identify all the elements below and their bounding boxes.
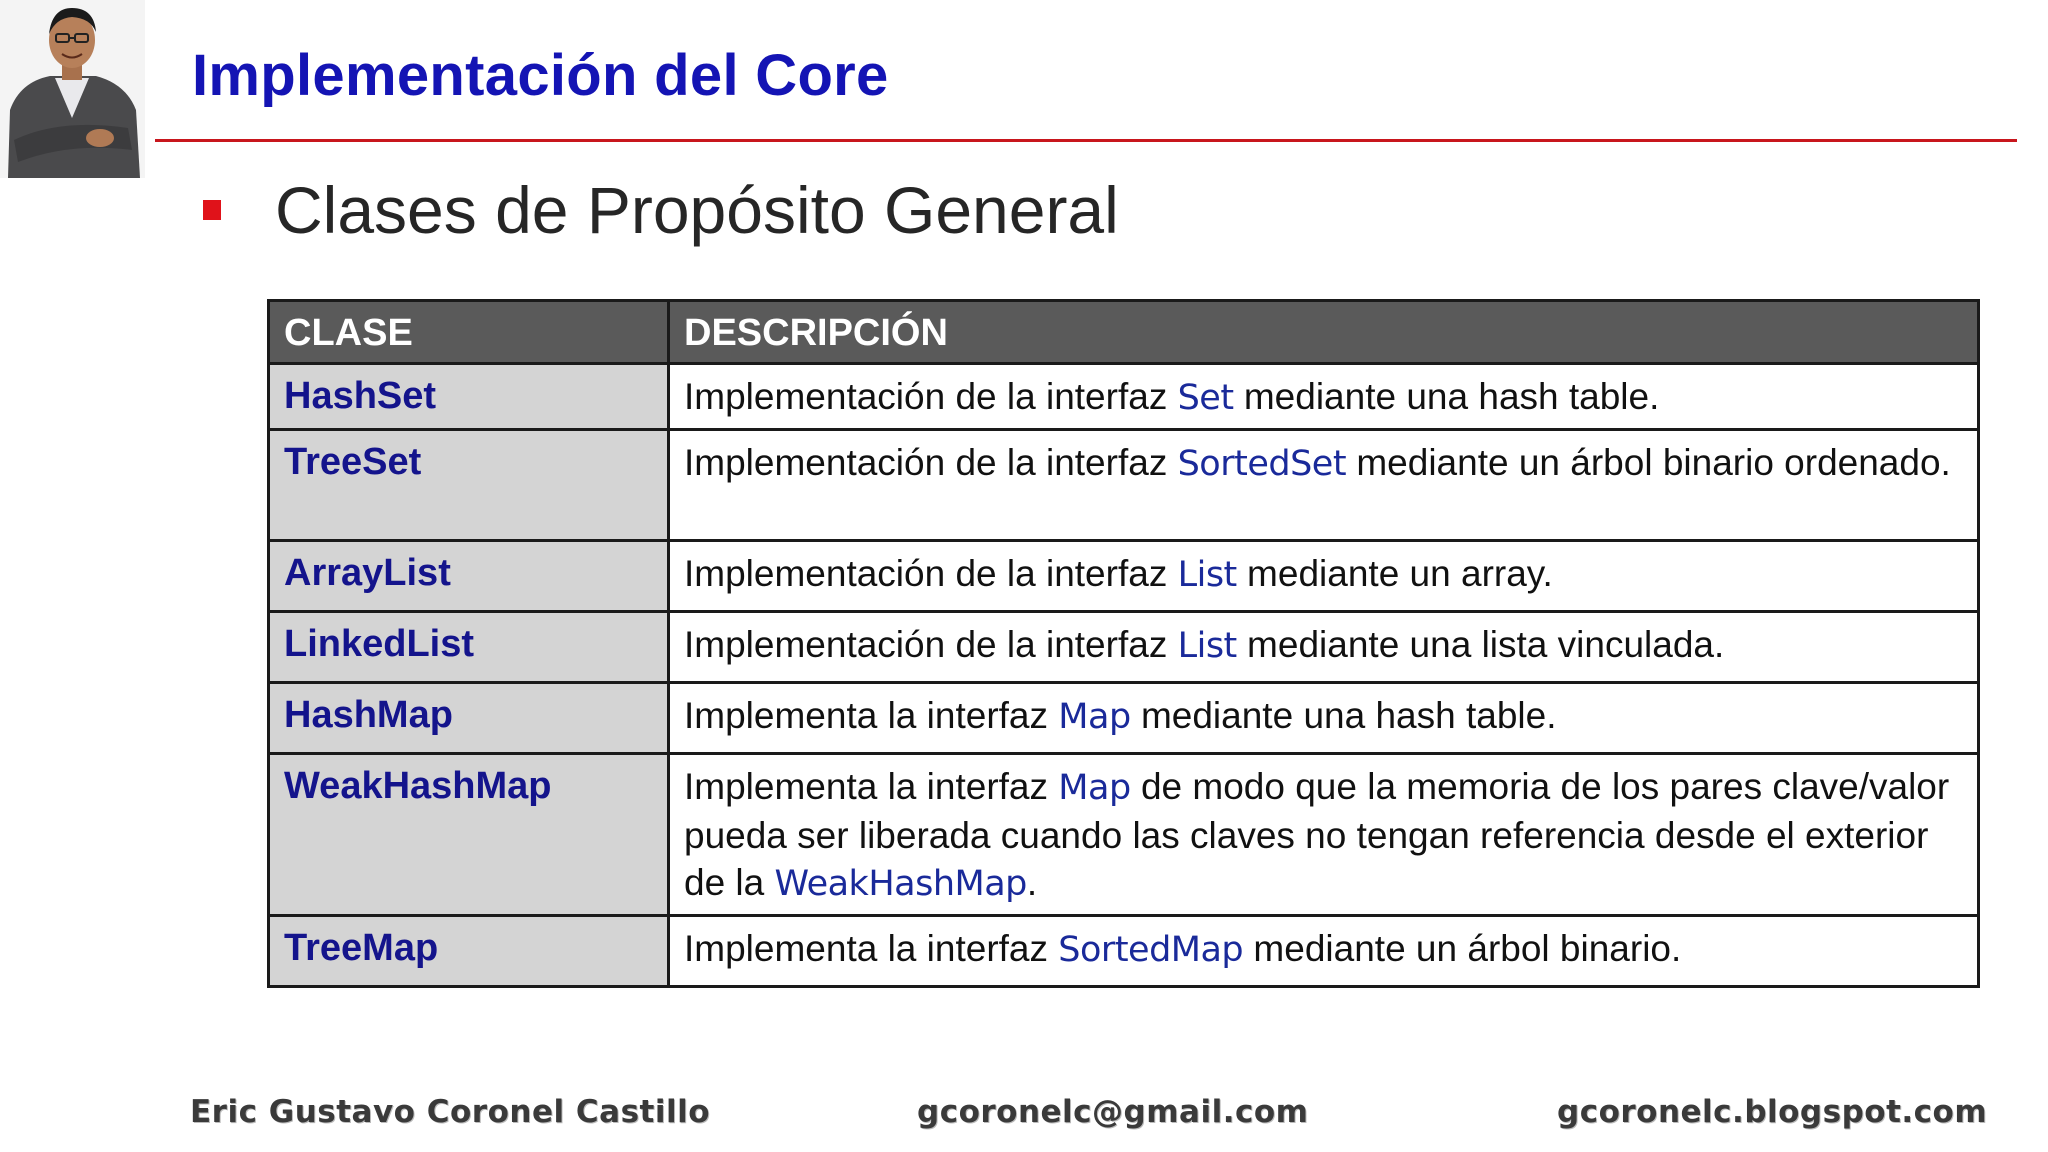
description-text: mediante una hash table.: [1233, 376, 1660, 417]
description-text: Implementación de la interfaz: [684, 624, 1178, 665]
interface-name: SortedMap: [1058, 930, 1244, 970]
table-header-row: [269, 301, 1979, 364]
description-text: mediante un árbol binario.: [1243, 928, 1682, 969]
interface-name: Map: [1058, 697, 1131, 737]
table-row: [269, 364, 1979, 430]
description-text: Implementación de la interfaz: [684, 442, 1178, 483]
description-text: mediante una hash table.: [1130, 695, 1557, 736]
interface-name: WeakHashMap: [774, 864, 1027, 904]
header-clase: CLASE: [269, 301, 669, 364]
interface-name: List: [1177, 626, 1237, 666]
description-cell: [669, 916, 1979, 987]
slide-title: Implementación del Core: [192, 43, 889, 108]
footer: [0, 1094, 2048, 1134]
description-cell: [669, 541, 1979, 612]
table-row: [269, 612, 1979, 683]
title-divider: [155, 139, 2017, 142]
interface-name: SortedSet: [1177, 444, 1347, 484]
description-text: .: [1026, 862, 1038, 903]
class-name-cell: HashMap: [269, 683, 669, 754]
description-text: Implementa la interfaz: [684, 928, 1059, 969]
description-text: de modo que la memoria de los pares clave/valor pueda ser liberada cuando las claves no tengan referencia desde el exterior de la: [684, 766, 1950, 903]
class-name-cell: ArrayList: [269, 541, 669, 612]
description-text: mediante un array.: [1236, 553, 1553, 594]
description-text: mediante un árbol binario ordenado.: [1346, 442, 1951, 483]
table-row: [269, 916, 1979, 987]
header-descripcion: DESCRIPCIÓN: [669, 301, 1979, 364]
description-text: Implementación de la interfaz: [684, 553, 1178, 594]
presenter-avatar: [0, 0, 145, 178]
description-text: mediante una lista vinculada.: [1236, 624, 1725, 665]
classes-table: [267, 299, 1980, 988]
table-body: [269, 364, 1979, 987]
description-cell: [669, 754, 1979, 916]
interface-name: Map: [1058, 768, 1131, 808]
table-row: [269, 683, 1979, 754]
footer-email: gcoronelc@gmail.com: [917, 1094, 1309, 1130]
bullet-text: Clases de Propósito General: [275, 173, 1119, 247]
interface-name: List: [1177, 555, 1237, 595]
presenter-photo-icon: [0, 0, 145, 178]
table-row: [269, 754, 1979, 916]
description-cell: [669, 612, 1979, 683]
description-text: Implementación de la interfaz: [684, 376, 1178, 417]
table-row: [269, 430, 1979, 541]
footer-blog: gcoronelc.blogspot.com: [1557, 1094, 1988, 1130]
description-cell: [669, 683, 1979, 754]
interface-name: Set: [1177, 378, 1234, 418]
description-text: Implementa la interfaz: [684, 695, 1059, 736]
class-name-cell: LinkedList: [269, 612, 669, 683]
table-row: [269, 541, 1979, 612]
class-name-cell: TreeSet: [269, 430, 669, 541]
description-cell: [669, 364, 1979, 430]
class-name-cell: TreeMap: [269, 916, 669, 987]
description-cell: [669, 430, 1979, 541]
description-text: Implementa la interfaz: [684, 766, 1059, 807]
class-name-cell: HashSet: [269, 364, 669, 430]
class-name-cell: WeakHashMap: [269, 754, 669, 916]
bullet-square-icon: [203, 200, 221, 220]
footer-author: Eric Gustavo Coronel Castillo: [190, 1094, 711, 1130]
